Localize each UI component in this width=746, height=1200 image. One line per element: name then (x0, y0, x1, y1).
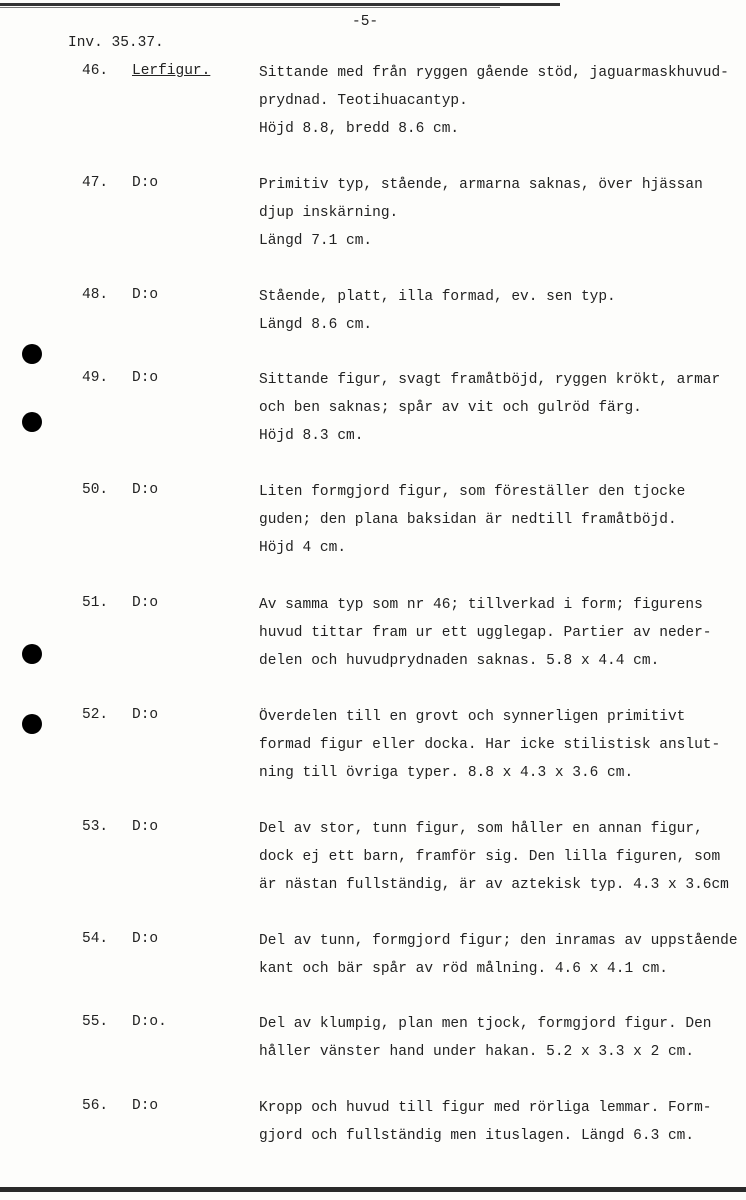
description-line: delen och huvudprydnaden saknas. 5.8 x 4.4 cm. (259, 653, 660, 669)
description-line: Liten formgjord figur, som föreställer den tjocke (259, 484, 686, 500)
entry-number: 53. (82, 819, 109, 835)
entry-number: 51. (82, 595, 109, 611)
description-line: håller vänster hand under hakan. 5.2 x 3.3 x 2 cm. (259, 1044, 695, 1060)
entry-type: D:o (132, 1098, 159, 1114)
description-line: djup inskärning. (259, 205, 399, 221)
entry-type: D:o (132, 595, 159, 611)
bottom-rule (0, 1187, 746, 1192)
description-line: Sittande med från ryggen gående stöd, jaguarmaskhuvud- (259, 65, 729, 81)
entry-number: 46. (82, 63, 109, 79)
description-line: Höjd 8.3 cm. (259, 428, 364, 444)
description-line: Sittande figur, svagt framåtböjd, ryggen krökt, armar (259, 372, 721, 388)
entry-type: D:o (132, 287, 159, 303)
description-line: kant och bär spår av röd målning. 4.6 x 4.1 cm. (259, 961, 668, 977)
description-line: Del av stor, tunn figur, som håller en annan figur, (259, 821, 703, 837)
description-line: ning till övriga typer. 8.8 x 4.3 x 3.6 cm. (259, 765, 634, 781)
entry-description (259, 819, 739, 903)
punch-hole (22, 344, 42, 364)
description-line: huvud tittar fram ur ett ugglegap. Partier av neder- (259, 625, 712, 641)
entry-number: 47. (82, 175, 109, 191)
top-rule-thin (0, 7, 500, 8)
entry-description (259, 707, 739, 791)
punch-hole (22, 644, 42, 664)
description-line: Del av tunn, formgjord figur; den inramas av uppstående (259, 933, 738, 949)
description-line: guden; den plana baksidan är nedtill framåtböjd. (259, 512, 677, 528)
description-line: och ben saknas; spår av vit och gulröd färg. (259, 400, 642, 416)
description-line: Kropp och huvud till figur med rörliga lemmar. Form- (259, 1100, 712, 1116)
description-line: är nästan fullständig, är av aztekisk typ. 4.3 x 3.6cm (259, 877, 729, 893)
description-line: gjord och fullständig men ituslagen. Längd 6.3 cm. (259, 1128, 695, 1144)
description-line: Del av klumpig, plan men tjock, formgjord figur. Den (259, 1016, 712, 1032)
entry-number: 48. (82, 287, 109, 303)
entry-description (259, 1098, 739, 1154)
entry-number: 56. (82, 1098, 109, 1114)
description-line: Höjd 4 cm. (259, 540, 347, 556)
entry-description (259, 595, 739, 679)
description-line: Längd 7.1 cm. (259, 233, 373, 249)
entry-type: Lerfigur. (132, 63, 211, 79)
entry-description (259, 287, 739, 343)
entry-description (259, 175, 739, 259)
description-line: Längd 8.6 cm. (259, 317, 373, 333)
entry-number: 50. (82, 482, 109, 498)
description-line: Primitiv typ, stående, armarna saknas, över hjässan (259, 177, 703, 193)
entry-description (259, 63, 739, 147)
description-line: Av samma typ som nr 46; tillverkad i form; figurens (259, 597, 703, 613)
entry-description (259, 1014, 739, 1070)
entry-number: 54. (82, 931, 109, 947)
entry-type: D:o (132, 707, 159, 723)
punch-hole (22, 714, 42, 734)
description-line: Stående, platt, illa formad, ev. sen typ. (259, 289, 616, 305)
entry-type: D:o (132, 819, 159, 835)
description-line: prydnad. Teotihuacantyp. (259, 93, 468, 109)
description-line: dock ej ett barn, framför sig. Den lilla figuren, som (259, 849, 721, 865)
top-rule (0, 3, 560, 6)
page-number: -5- (352, 14, 379, 30)
description-line: formad figur eller docka. Har icke stilistisk anslut- (259, 737, 721, 753)
entry-description (259, 370, 739, 454)
entry-number: 52. (82, 707, 109, 723)
description-line: Överdelen till en grovt och synnerligen primitivt (259, 709, 686, 725)
entry-type: D:o (132, 175, 159, 191)
description-line: Höjd 8.8, bredd 8.6 cm. (259, 121, 460, 137)
entry-type: D:o (132, 482, 159, 498)
entry-number: 55. (82, 1014, 109, 1030)
entry-type: D:o (132, 370, 159, 386)
punch-hole (22, 412, 42, 432)
entry-description (259, 931, 739, 987)
entry-description (259, 482, 739, 566)
entry-type: D:o. (132, 1014, 167, 1030)
entry-type: D:o (132, 931, 159, 947)
entry-number: 49. (82, 370, 109, 386)
inventory-number: Inv. 35.37. (68, 35, 164, 51)
